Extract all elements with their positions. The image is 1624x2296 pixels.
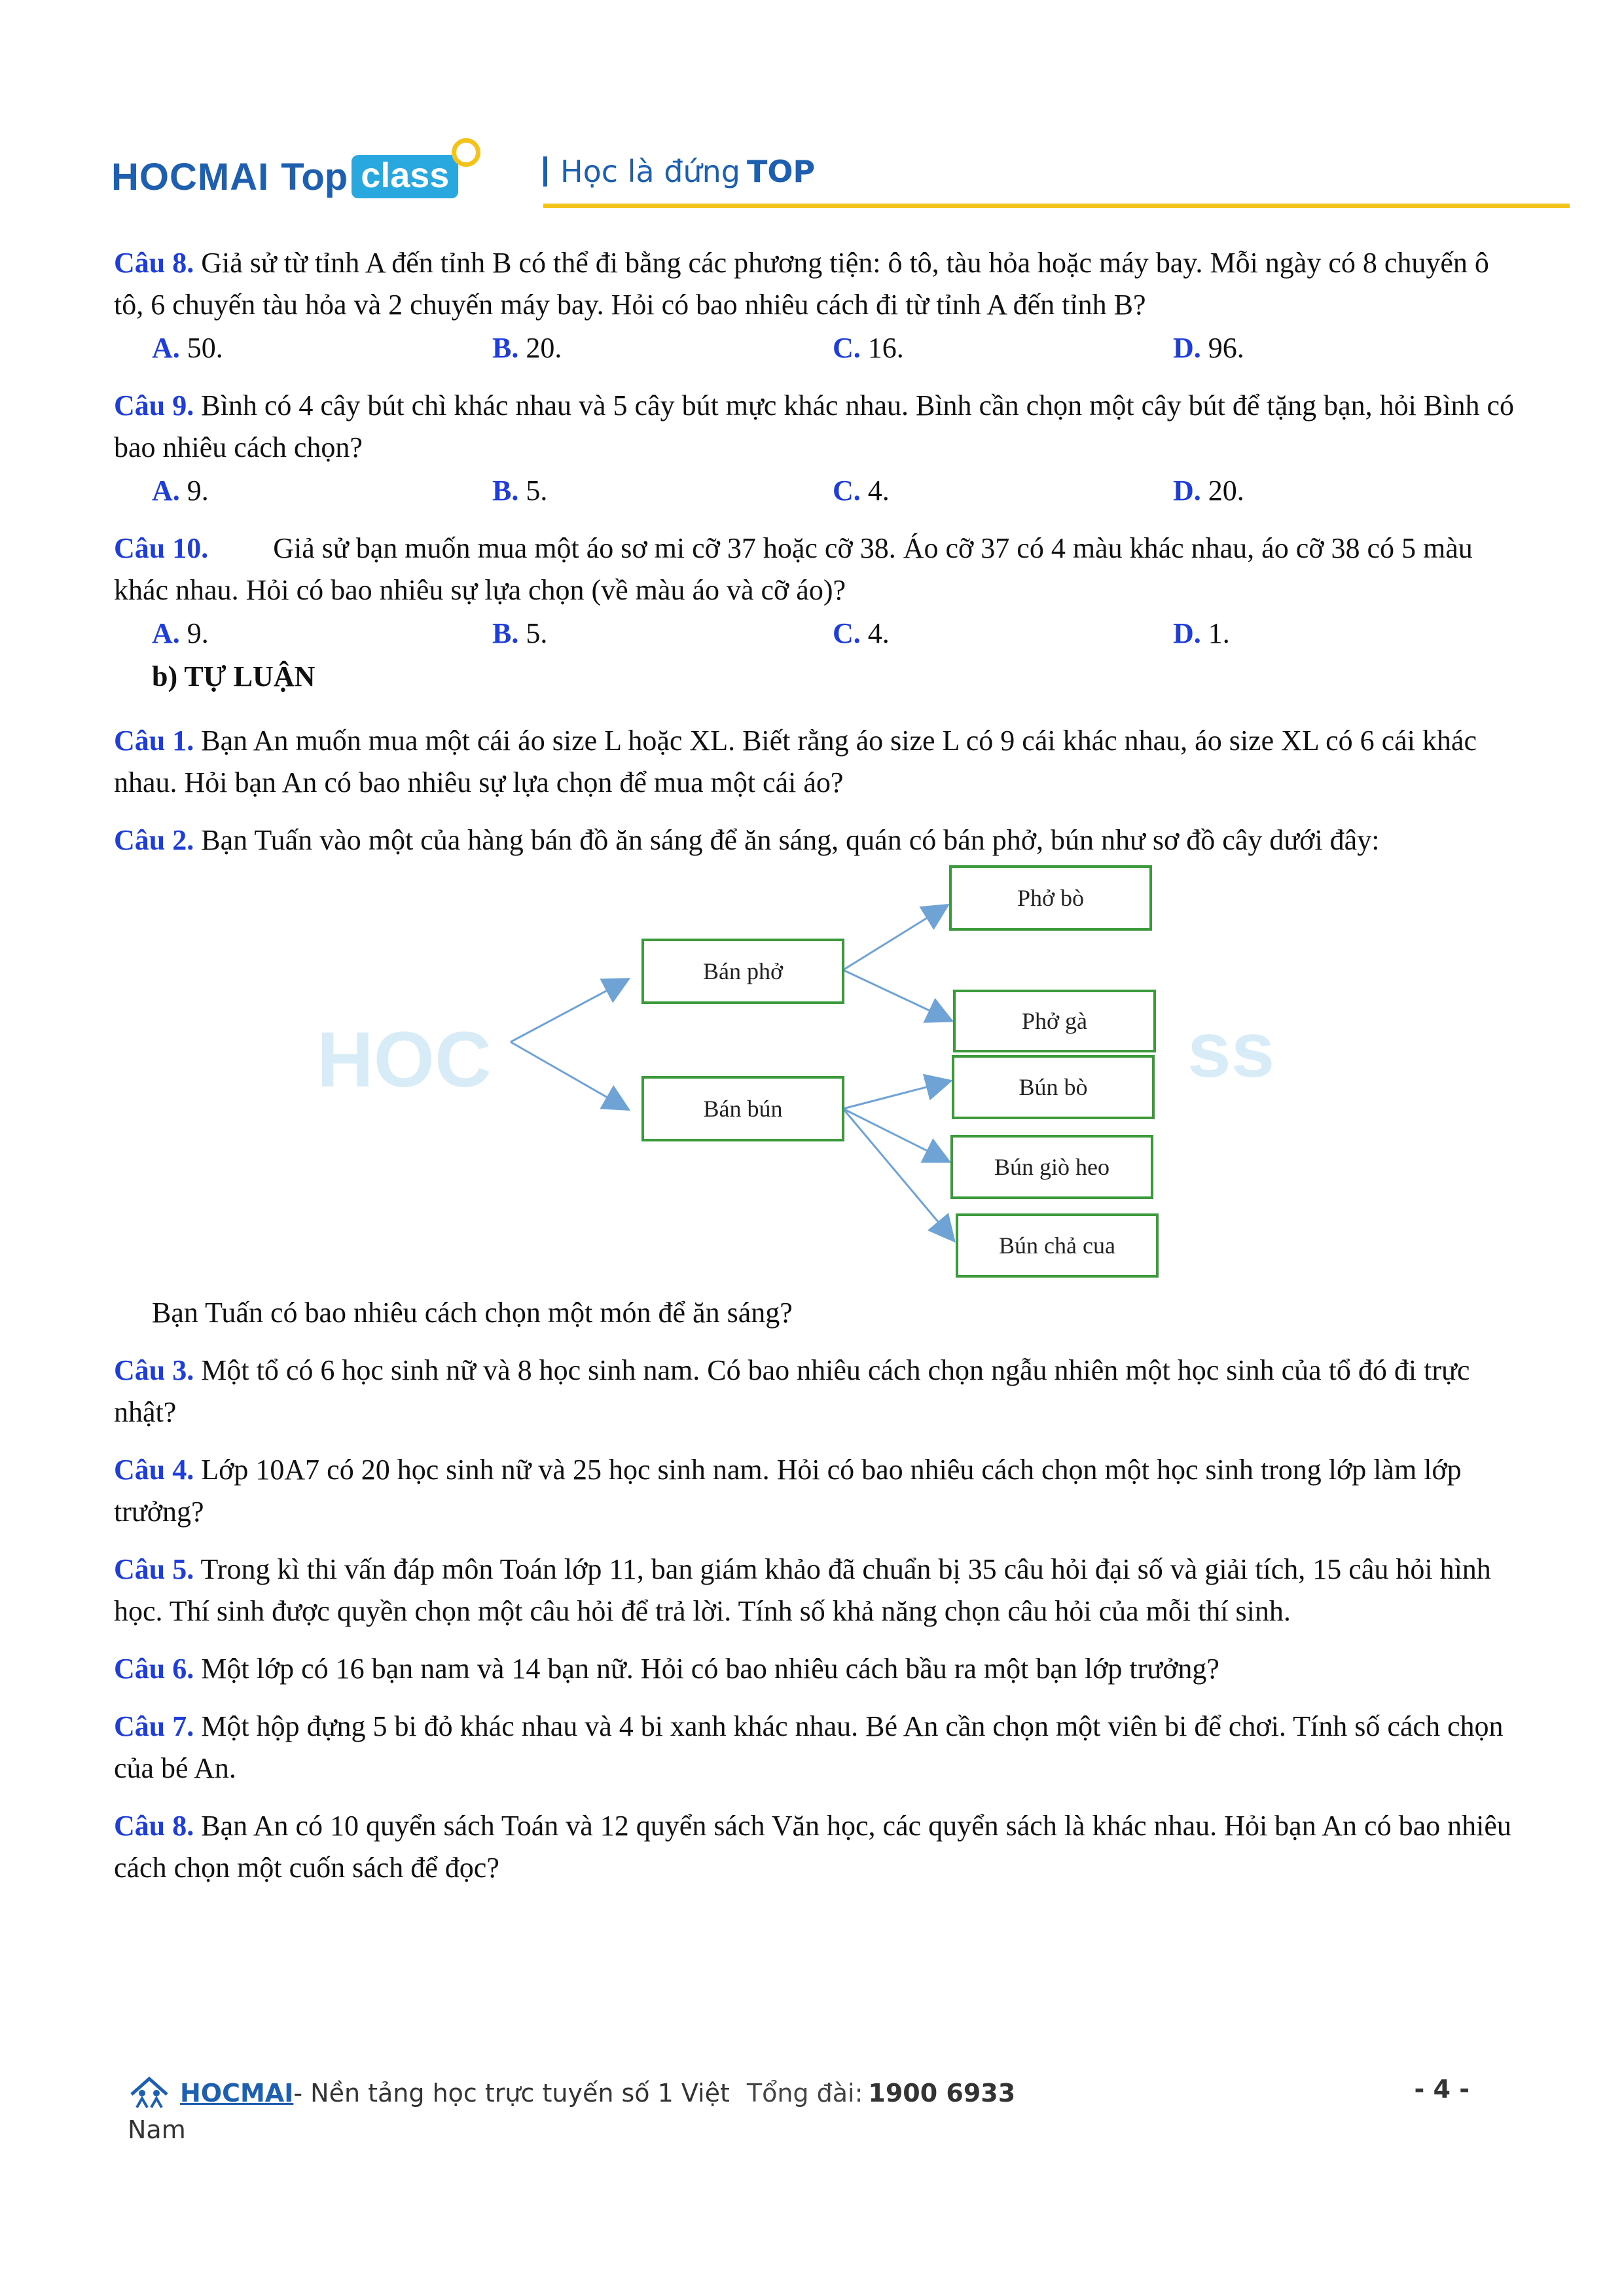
arrow-pho-bo bbox=[843, 906, 947, 970]
answer-option bbox=[1173, 327, 1513, 369]
document-body bbox=[114, 242, 1521, 1889]
answer-row bbox=[114, 470, 1521, 512]
page-footer bbox=[128, 2075, 1470, 2144]
node-ban-bun: Bán bún bbox=[641, 1076, 844, 1141]
answer-label: B. bbox=[492, 475, 519, 507]
answer-label: A. bbox=[152, 332, 180, 364]
essay-question bbox=[114, 1648, 1521, 1690]
arrow-pho-ga bbox=[843, 970, 950, 1020]
answer-label: C. bbox=[833, 617, 861, 649]
question-text: Một hộp đựng 5 bi đỏ khác nhau và 4 bi xanh khác nhau. Bé An cần chọn một viên bi để chơi. Tính số cách chọn của bé An. bbox=[114, 1710, 1504, 1784]
node-pho-ga: Phở gà bbox=[953, 990, 1156, 1052]
answer-option bbox=[152, 613, 492, 655]
answer-value: 20. bbox=[518, 332, 562, 364]
question-text: Một tổ có 6 học sinh nữ và 8 học sinh nam. Có bao nhiêu cách chọn ngẫu nhiên một học sinh của tổ đó đi trực nhật? bbox=[114, 1354, 1470, 1428]
slogan-text: Học là đứng bbox=[560, 154, 740, 189]
arrow-bun-cha-cua bbox=[843, 1109, 953, 1240]
question-label: Câu 7. bbox=[114, 1710, 194, 1742]
answer-option bbox=[1173, 470, 1513, 512]
answer-option bbox=[1173, 613, 1513, 655]
question-label: Câu 2. bbox=[114, 824, 194, 856]
node-pho-bo: Phở bò bbox=[949, 865, 1152, 931]
answer-value: 50. bbox=[179, 332, 223, 364]
arrow-bun-gio-heo bbox=[843, 1109, 948, 1161]
question-label: Câu 8. bbox=[114, 1810, 194, 1842]
arrow-root-pho bbox=[511, 980, 627, 1042]
essay-question bbox=[114, 1706, 1521, 1789]
question-followup: Bạn Tuấn có bao nhiêu cách chọn một món để ăn sáng? bbox=[152, 1297, 793, 1329]
answer-label: A. bbox=[152, 617, 180, 649]
logo-class-text: class bbox=[361, 156, 450, 195]
answer-option bbox=[492, 470, 833, 512]
answer-value: 9. bbox=[179, 475, 209, 507]
answer-label: B. bbox=[492, 332, 519, 364]
node-bun-gio-heo: Bún giò heo bbox=[950, 1135, 1153, 1199]
answer-option bbox=[833, 613, 1173, 655]
question-text: Bình có 4 cây bút chì khác nhau và 5 cây bút mực khác nhau. Bình cần chọn một cây bút để tặng bạn, hỏi Bình có bao nhiêu cách chọn? bbox=[114, 389, 1515, 463]
section-title: b) TỰ LUẬN bbox=[152, 660, 316, 692]
hocmai-topclass-logo bbox=[111, 147, 458, 206]
sun-icon bbox=[452, 138, 480, 167]
answer-value: 1. bbox=[1200, 617, 1230, 649]
footer-hotline-number: 1900 6933 bbox=[868, 2079, 1016, 2108]
question-label: Câu 8. bbox=[114, 247, 194, 279]
slogan-strong-text: TOP bbox=[746, 154, 816, 189]
logo-top-text: Top bbox=[281, 155, 348, 198]
mcq-question bbox=[114, 242, 1521, 326]
question-label: Câu 5. bbox=[114, 1553, 194, 1585]
question-label: Câu 3. bbox=[114, 1354, 194, 1386]
page-number: - 4 - bbox=[1414, 2075, 1470, 2104]
answer-label: C. bbox=[833, 475, 861, 507]
diagram-arrows bbox=[114, 865, 1521, 1278]
answer-value: 5. bbox=[518, 617, 548, 649]
question-text: Trong kì thi vấn đáp môn Toán lớp 11, ban giám khảo đã chuẩn bị 35 câu hỏi đại số và giải tích, 15 câu hỏi hình học. Thí sinh được quyền chọn một câu hỏi để trả lời. Tính số khả năng chọn câu hỏi của mỗi thí sinh. bbox=[114, 1553, 1491, 1627]
essay-question bbox=[114, 1350, 1521, 1433]
question-text: Giả sử bạn muốn mua một áo sơ mi cỡ 37 hoặc cỡ 38. Áo cỡ 37 có 4 màu khác nhau, áo cỡ 38 có 5 màu khác nhau. Hỏi có bao nhiêu sự lựa chọn (về màu áo và cỡ áo)? bbox=[114, 532, 1480, 606]
mcq-question bbox=[114, 385, 1521, 469]
answer-option bbox=[152, 470, 492, 512]
answer-row bbox=[114, 613, 1521, 655]
page-header bbox=[111, 134, 1453, 213]
tree-diagram bbox=[114, 865, 1521, 1278]
node-bun-bo: Bún bò bbox=[952, 1055, 1155, 1119]
watermark-right: ss bbox=[1187, 1006, 1275, 1094]
essay-question bbox=[114, 1549, 1521, 1632]
footer-brand-link[interactable]: HOCMAI bbox=[180, 2079, 294, 2108]
question-text: Bạn Tuấn vào một của hàng bán đồ ăn sáng để ăn sáng, quán có bán phở, bún như sơ đồ cây dưới đây: bbox=[194, 824, 1380, 856]
question-text: Giả sử từ tỉnh A đến tỉnh B có thể đi bằng các phương tiện: ô tô, tàu hỏa hoặc máy bay. Mỗi ngày có 8 chuyến ô tô, 6 chuyến tàu hỏa và 2 chuyến máy bay. Hỏi có bao nhiêu cách đi từ tỉnh A đến tỉnh B? bbox=[114, 247, 1489, 321]
question-label: Câu 10. bbox=[114, 532, 209, 564]
answer-value: 4. bbox=[860, 617, 890, 649]
answer-label: B. bbox=[492, 617, 519, 649]
footer-tagline-end: Nam bbox=[128, 2115, 186, 2144]
essay-question bbox=[114, 1805, 1521, 1889]
answer-value: 9. bbox=[179, 617, 209, 649]
question-label: Câu 1. bbox=[114, 725, 194, 757]
answer-value: 96. bbox=[1200, 332, 1244, 364]
answer-option bbox=[833, 327, 1173, 369]
footer-tagline: - Nền tảng học trực tuyến số 1 Việt bbox=[293, 2079, 730, 2108]
answer-label: A. bbox=[152, 475, 180, 507]
answer-value: 5. bbox=[518, 475, 548, 507]
answer-label: C. bbox=[833, 332, 861, 364]
answer-label: D. bbox=[1173, 617, 1201, 649]
mcq-question bbox=[114, 528, 1521, 611]
answer-label: D. bbox=[1173, 332, 1201, 364]
hocmai-house-icon bbox=[128, 2075, 171, 2111]
question-label: Câu 4. bbox=[114, 1454, 194, 1486]
question-text: Bạn An có 10 quyển sách Toán và 12 quyển sách Văn học, các quyển sách là khác nhau. Hỏi bạn An có bao nhiêu cách chọn một cuốn sách để đọc? bbox=[114, 1810, 1511, 1884]
watermark-left: HOC bbox=[317, 1016, 492, 1103]
essay-question bbox=[114, 720, 1521, 804]
question-label: Câu 6. bbox=[114, 1653, 194, 1685]
answer-option bbox=[492, 327, 833, 369]
arrow-root-bun bbox=[511, 1042, 627, 1109]
question-text: Một lớp có 16 bạn nam và 14 bạn nữ. Hỏi có bao nhiêu cách bầu ra một bạn lớp trưởng? bbox=[194, 1653, 1219, 1685]
slogan bbox=[543, 154, 815, 189]
answer-option bbox=[152, 327, 492, 369]
slogan-divider bbox=[543, 156, 547, 187]
essay-question bbox=[114, 1449, 1521, 1533]
answer-option bbox=[833, 470, 1173, 512]
question-label: Câu 9. bbox=[114, 389, 194, 422]
answer-row bbox=[114, 327, 1521, 369]
arrow-bun-bo bbox=[843, 1081, 949, 1109]
header-underline bbox=[543, 204, 1570, 208]
logo-class-badge bbox=[352, 155, 458, 198]
question-text: Lớp 10A7 có 20 học sinh nữ và 25 học sinh nam. Hỏi có bao nhiêu cách chọn một học sinh trong lớp làm lớp trưởng? bbox=[114, 1454, 1462, 1528]
answer-value: 16. bbox=[860, 332, 904, 364]
footer-row bbox=[128, 2075, 1470, 2111]
essay-question bbox=[114, 819, 1521, 861]
answer-label: D. bbox=[1173, 475, 1201, 507]
footer-hotline-label: Tổng đài: bbox=[746, 2079, 863, 2108]
node-ban-pho: Bán phở bbox=[641, 939, 844, 1004]
answer-value: 4. bbox=[860, 475, 890, 507]
node-bun-cha-cua: Bún chả cua bbox=[956, 1213, 1159, 1278]
question-text: Bạn An muốn mua một cái áo size L hoặc XL. Biết rằng áo size L có 9 cái khác nhau, áo size XL có 6 cái khác nhau. Hỏi bạn An có bao nhiêu sự lựa chọn để mua một cái áo? bbox=[114, 725, 1477, 798]
answer-value: 20. bbox=[1200, 475, 1244, 507]
answer-option bbox=[492, 613, 833, 655]
logo-hocmai-text: HOCMAI bbox=[111, 155, 270, 198]
